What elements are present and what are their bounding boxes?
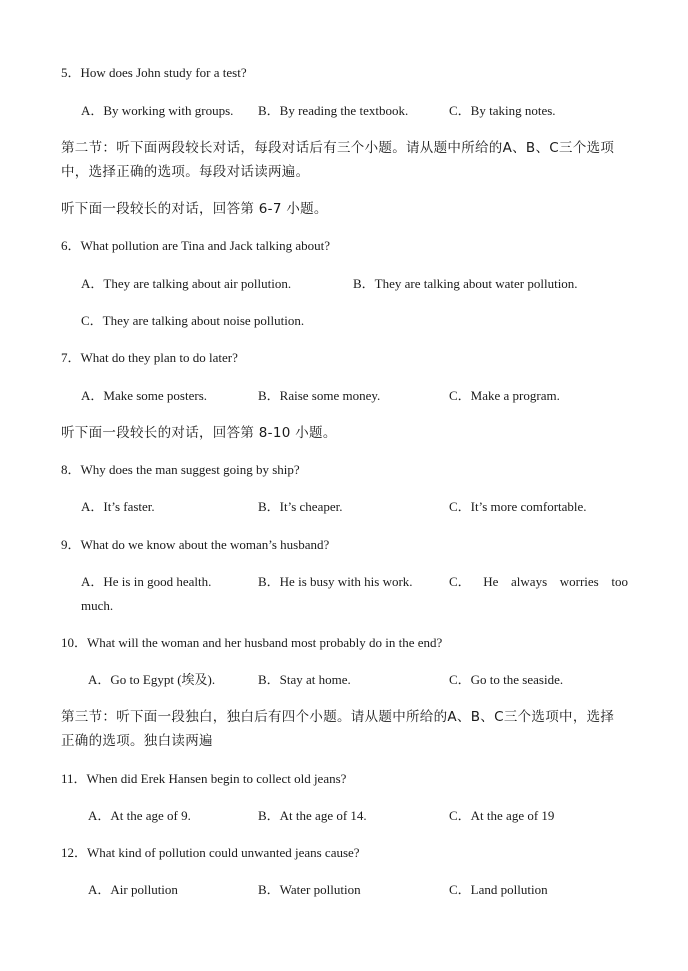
q8-option-a: A．It’s faster.: [81, 499, 155, 514]
question-9: 9．What do we know about the woman’s husband?: [61, 537, 330, 552]
q6-option-c: C．They are talking about noise pollution.: [81, 313, 305, 328]
q5-option-c: C．By taking notes.: [449, 103, 556, 118]
q10-option-a: A．Go to Egypt (埃及).: [88, 672, 216, 687]
q9-option-c-word: too: [611, 574, 628, 589]
section-2-instructions-line-1: 第二节：听下面两段较长对话，每段对话后有三个小题。请从题中所给的A、B、C三个选项: [61, 140, 615, 156]
q9-option-c-word: C．: [449, 574, 471, 589]
q10-option-c: C．Go to the seaside.: [449, 672, 564, 687]
q11-option-c: C．At the age of 19: [449, 808, 555, 823]
q12-option-a: A．Air pollution: [88, 882, 178, 897]
q12-option-c: C．Land pollution: [449, 882, 548, 897]
q9-option-c: [449, 574, 628, 590]
q5-option-a: A．By working with groups.: [81, 103, 234, 118]
q7-option-a: A．Make some posters.: [81, 388, 208, 403]
q9-option-b: B．He is busy with his work.: [258, 574, 413, 589]
section-3-instructions-line-1: 第三节：听下面一段独白，独白后有四个小题。请从题中所给的A、B、C三个选项中，选择: [61, 709, 615, 725]
q6-option-a: A．They are talking about air pollution.: [81, 276, 292, 291]
question-5: 5．How does John study for a test?: [61, 65, 247, 80]
q10-option-b: B．Stay at home.: [258, 672, 351, 687]
question-7: 7．What do they plan to do later?: [61, 350, 238, 365]
q9-option-c-word: always: [511, 574, 548, 589]
section-3-instructions-line-2: 正确的选项。独白读两遍: [61, 733, 213, 749]
question-10: 10．What will the woman and her husband most probably do in the end?: [61, 635, 443, 650]
q11-option-a: A．At the age of 9.: [88, 808, 191, 823]
q5-option-b: B．By reading the textbook.: [258, 103, 409, 118]
question-8: 8．Why does the man suggest going by ship?: [61, 462, 300, 477]
question-6: 6．What pollution are Tina and Jack talking about?: [61, 238, 330, 253]
q8-option-b: B．It’s cheaper.: [258, 499, 343, 514]
q11-option-b: B．At the age of 14.: [258, 808, 367, 823]
q7-option-b: B．Raise some money.: [258, 388, 381, 403]
q9-option-a: A．He is in good health.: [81, 574, 212, 589]
q6-option-b: B．They are talking about water pollution.: [353, 276, 578, 291]
q8-option-c: C．It’s more comfortable.: [449, 499, 587, 514]
section-2-instructions-line-2: 中，选择正确的选项。每段对话读两遍。: [61, 164, 310, 180]
question-11: 11．When did Erek Hansen begin to collect old jeans?: [61, 771, 347, 786]
q9-option-c-continuation: much.: [81, 598, 114, 613]
question-12: 12．What kind of pollution could unwanted jeans cause?: [61, 845, 360, 860]
dialog-2-intro: 听下面一段较长的对话，回答第 8-10 小题。: [61, 425, 337, 441]
q9-option-c-word: He: [483, 574, 499, 589]
q12-option-b: B．Water pollution: [258, 882, 361, 897]
dialog-1-intro: 听下面一段较长的对话，回答第 6-7 小题。: [61, 201, 328, 217]
q9-option-c-word: worries: [559, 574, 599, 589]
q7-option-c: C．Make a program.: [449, 388, 560, 403]
